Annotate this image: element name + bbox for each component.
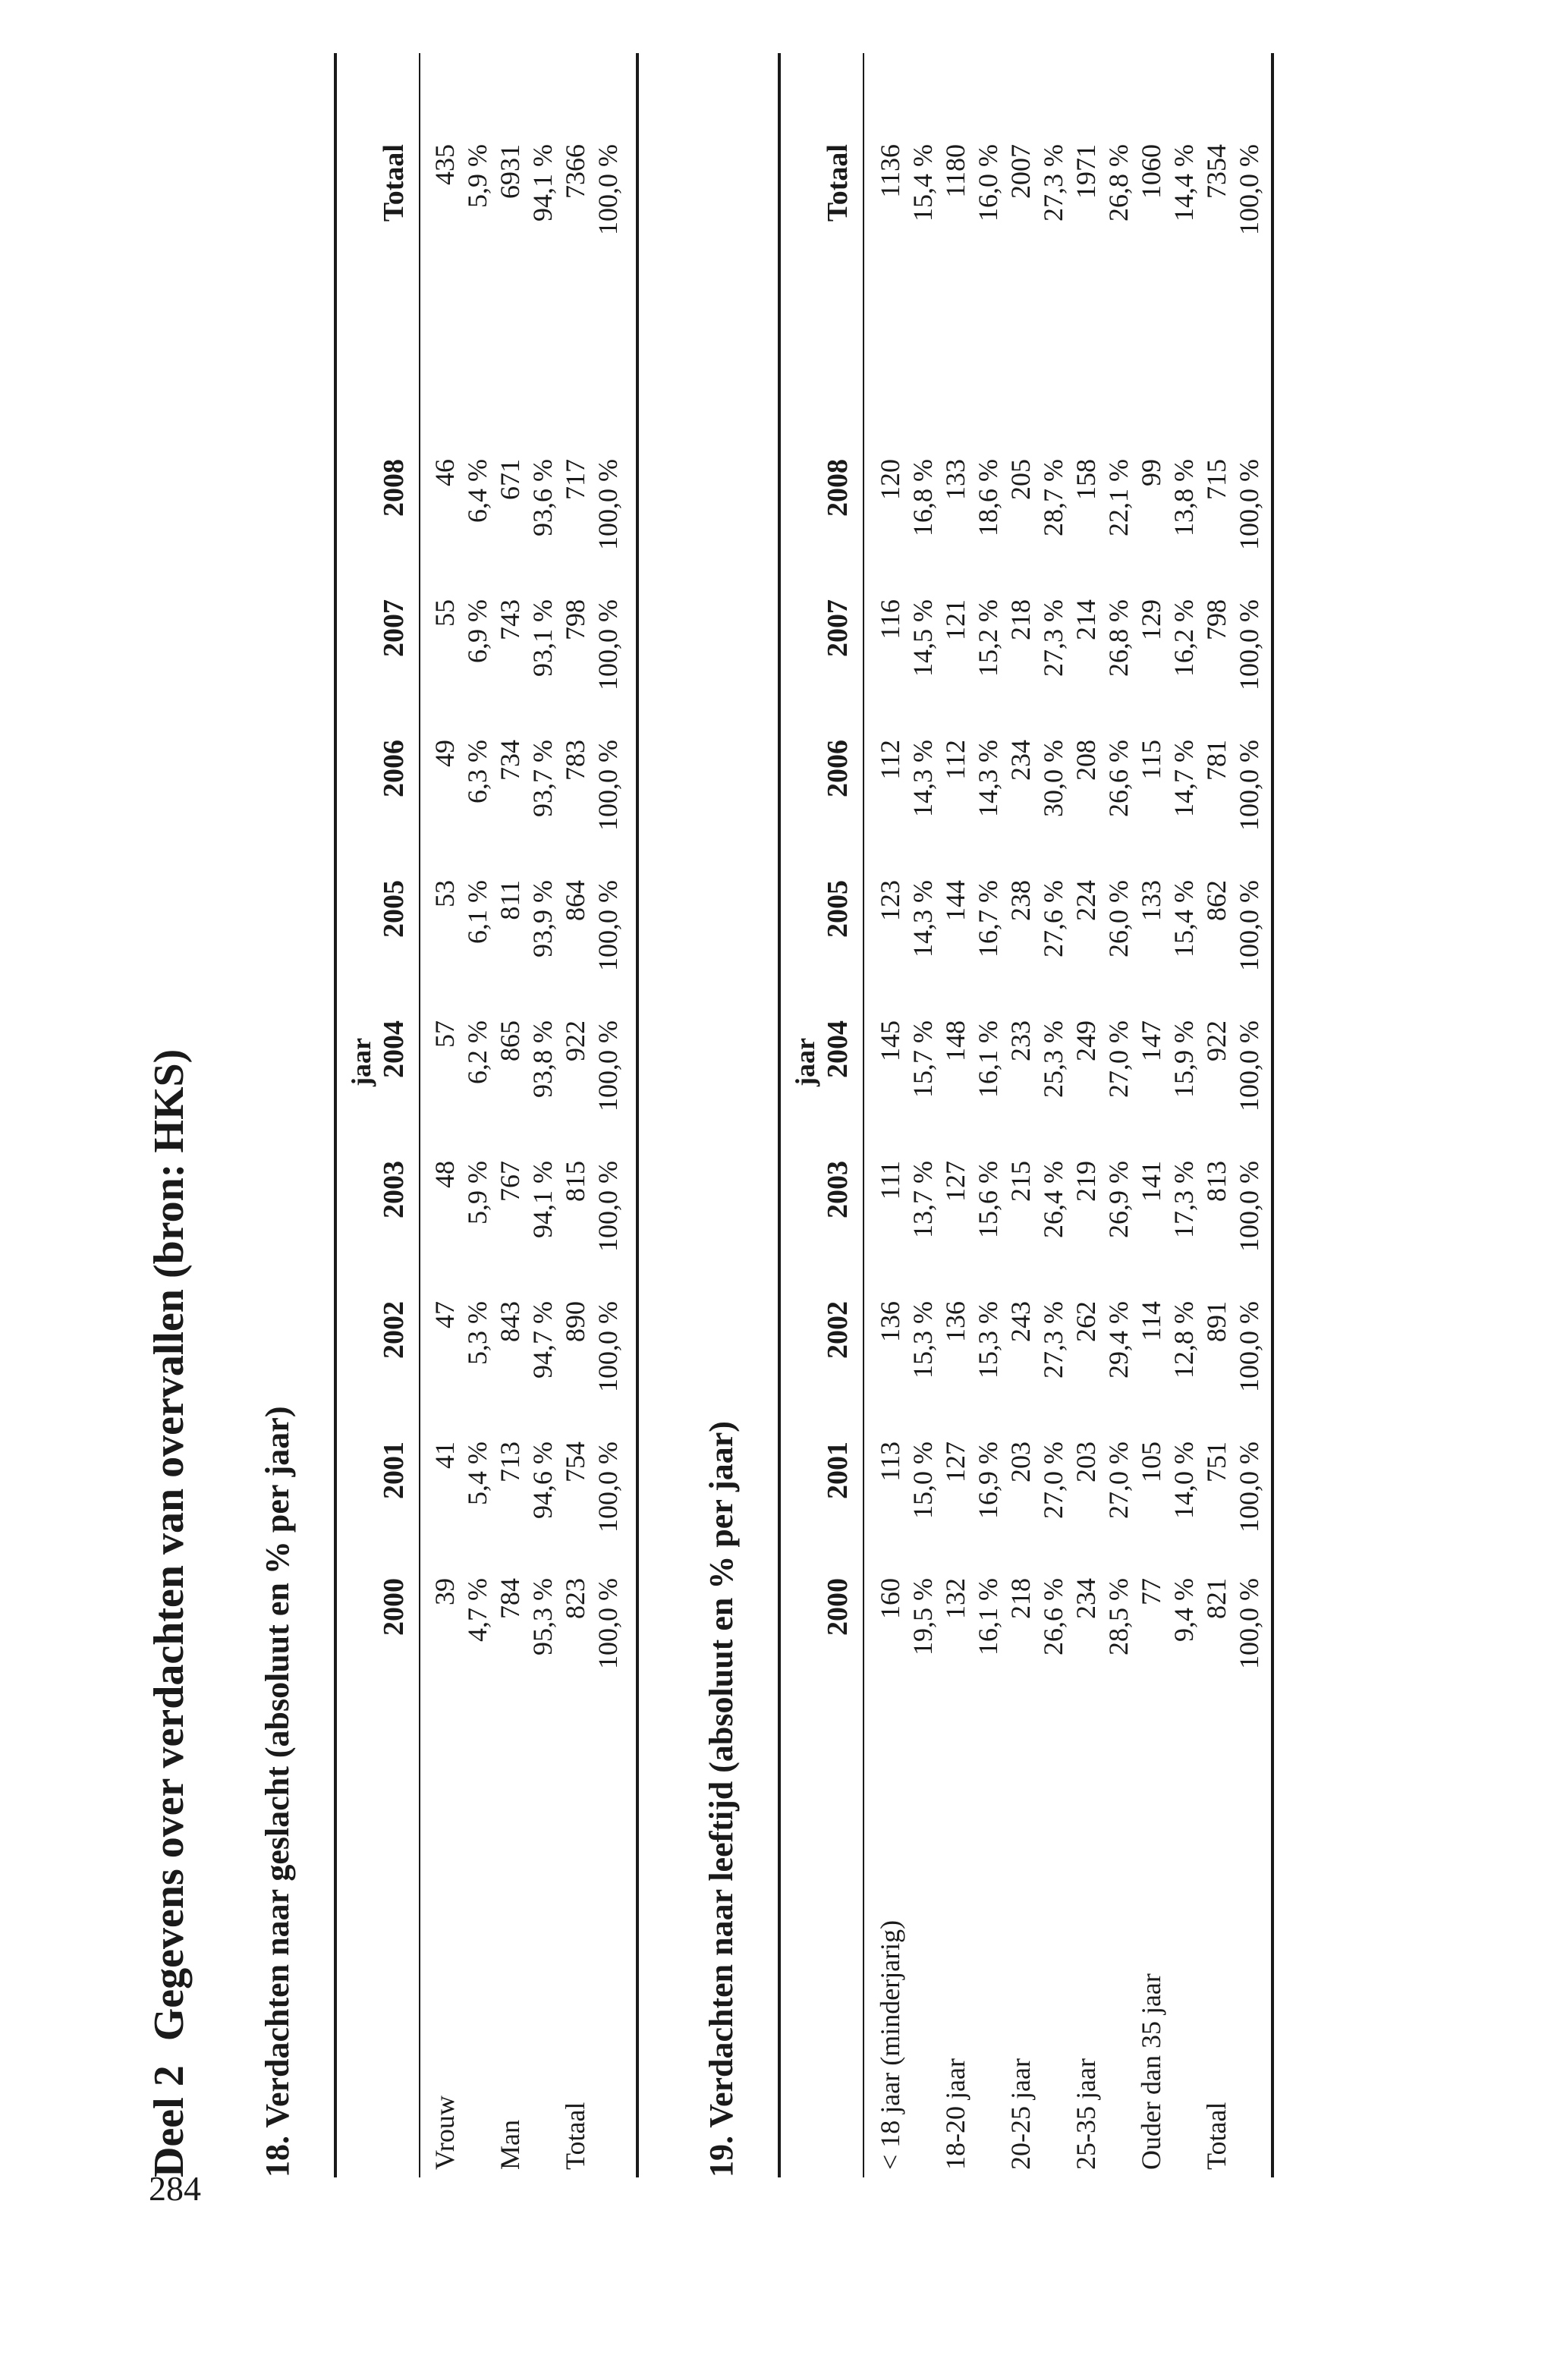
table-row [1200,53,1232,2177]
table-cell: 922 [1201,1020,1232,1061]
row-label: < 18 jaar (minderjarig) [875,1919,905,2170]
table-cell: 100,0 % [593,740,623,831]
table-cell: 133 [1136,880,1166,921]
table-19-bottom-rule [1271,53,1274,2177]
table-cell: 4,7 % [462,1578,492,1642]
table-cell: 205 [1005,459,1036,500]
table-cell: 19,5 % [908,1578,938,1655]
table-row [1005,53,1037,2177]
table-cell: 262 [1071,1301,1101,1342]
table-row [592,53,624,2177]
table-cell: 17,3 % [1169,1161,1199,1238]
table-cell: 141 [1136,1161,1166,1202]
table-cell: 132 [940,1578,970,1619]
row-label: 25-35 jaar [1071,2058,1101,2170]
table-cell: 224 [1071,880,1101,921]
table-cell: 16,7 % [973,880,1003,957]
table-cell: 783 [560,740,590,781]
table-cell: 5,9 % [462,1161,492,1225]
table-cell-total: 7354 [1201,144,1232,199]
table-19-header-row [822,53,854,2177]
row-label: 18-20 jaar [940,2058,970,2170]
table-cell: 120 [875,459,905,500]
table-cell: 99 [1136,459,1166,486]
column-header: 2007 [822,599,854,657]
table-cell: 25,3 % [1038,1020,1068,1098]
table-cell-total: 100,0 % [593,144,623,235]
table-row [559,53,591,2177]
table-18-header-rule [419,53,420,2177]
table-cell: 127 [940,1442,970,1482]
table-cell: 6,3 % [462,740,492,803]
table-cell: 233 [1005,1020,1036,1061]
column-header: 2002 [378,1301,410,1359]
table-cell: 95,3 % [527,1578,558,1655]
table-cell: 27,0 % [1103,1020,1134,1098]
table-cell: 891 [1201,1301,1232,1342]
table-cell: 865 [495,1020,525,1061]
table-row [939,53,971,2177]
table-cell: 15,2 % [973,599,1003,677]
table-18-group-header: jaar [346,1038,376,1086]
table-row [1135,53,1167,2177]
row-label: Totaal [560,2102,590,2170]
table-cell: 94,1 % [527,1161,558,1238]
table-cell: 811 [495,880,525,920]
table-18-top-rule [334,53,337,2177]
table-cell: 26,9 % [1103,1161,1134,1238]
table-row [972,53,1004,2177]
table-cell: 208 [1071,740,1101,781]
table-cell: 77 [1136,1578,1166,1605]
table-cell: 100,0 % [593,459,623,550]
table-row [1070,53,1102,2177]
table-cell: 18,6 % [973,459,1003,536]
column-header: 2001 [378,1442,410,1499]
table-cell: 112 [940,740,970,780]
part-title: Gegevens over verdachten van overvallen (bron: HKS) [146,1049,193,2042]
table-cell: 114 [1136,1301,1166,1341]
table-cell: 214 [1071,599,1101,640]
table-cell: 127 [940,1161,970,1202]
column-header: 2006 [378,740,410,797]
column-header: 2007 [378,599,410,657]
table-19-group-header: jaar [790,1038,820,1086]
column-header-total: Totaal [822,144,854,222]
table-cell: 14,3 % [908,740,938,817]
column-header: 2004 [822,1020,854,1078]
table-cell: 116 [875,599,905,640]
row-label: Man [495,2120,525,2170]
table-cell: 49 [429,740,460,767]
table-cell-total: 1971 [1071,144,1101,199]
table-cell: 48 [429,1161,460,1188]
table-cell: 144 [940,880,970,921]
table-cell: 100,0 % [1234,1578,1264,1669]
table-cell: 111 [875,1161,905,1200]
table-cell: 15,4 % [1169,880,1199,957]
table-cell: 843 [495,1301,525,1342]
table-cell: 28,5 % [1103,1578,1134,1655]
table-cell: 39 [429,1578,460,1605]
page-number: 284 [149,2169,201,2208]
table-cell: 14,7 % [1169,740,1199,817]
row-label: Vrouw [429,2095,460,2170]
table-cell: 158 [1071,459,1101,500]
table-cell: 234 [1071,1578,1101,1619]
column-header: 2003 [822,1161,854,1218]
table-cell-total: 435 [429,144,460,185]
table-cell: 14,5 % [908,599,938,677]
table-cell: 100,0 % [1234,1161,1264,1252]
table-cell: 94,6 % [527,1442,558,1519]
column-header: 2008 [822,459,854,517]
table-cell: 15,9 % [1169,1020,1199,1098]
table-cell-total: 2007 [1005,144,1036,199]
table-cell: 100,0 % [1234,740,1264,831]
column-header: 2000 [378,1578,410,1636]
table-cell: 26,6 % [1038,1578,1068,1655]
table-cell: 15,0 % [908,1442,938,1519]
table-cell: 26,4 % [1038,1161,1068,1238]
table-cell: 100,0 % [1234,1301,1264,1392]
table-row [907,53,939,2177]
table-cell: 93,9 % [527,880,558,957]
column-header: 2005 [378,880,410,938]
table-cell: 9,4 % [1169,1578,1199,1642]
table-cell: 717 [560,459,590,500]
table-18-bottom-rule [636,53,639,2177]
table-cell-total: 1180 [940,144,970,198]
table-cell: 15,7 % [908,1020,938,1098]
table-cell: 100,0 % [593,1578,623,1669]
table-cell: 821 [1201,1578,1232,1619]
table-cell-total: 26,8 % [1103,144,1134,222]
table-cell: 13,8 % [1169,459,1199,536]
part-label: Deel 2 [146,2065,193,2177]
table-cell: 145 [875,1020,905,1061]
table-cell: 100,0 % [593,1020,623,1111]
table-cell: 129 [1136,599,1166,640]
table-cell: 249 [1071,1020,1101,1061]
table-cell: 203 [1005,1442,1036,1482]
table-cell: 100,0 % [1234,1442,1264,1533]
table-row [494,53,526,2177]
table-cell: 29,4 % [1103,1301,1134,1379]
table-cell: 100,0 % [1234,459,1264,550]
table-cell: 100,0 % [593,1301,623,1392]
table-cell: 27,3 % [1038,599,1068,677]
table-cell: 136 [940,1301,970,1342]
table-cell: 148 [940,1020,970,1061]
table-cell: 243 [1005,1301,1036,1342]
table-row [1168,53,1200,2177]
table-cell: 133 [940,459,970,500]
table-row [874,53,906,2177]
table-cell: 813 [1201,1161,1232,1202]
table-cell: 754 [560,1442,590,1482]
table-cell: 112 [875,740,905,780]
table-cell: 100,0 % [1234,1020,1264,1111]
table-row [527,53,558,2177]
table-cell: 46 [429,459,460,486]
table-cell: 16,8 % [908,459,938,536]
table-cell: 27,6 % [1038,880,1068,957]
table-cell: 26,8 % [1103,599,1134,677]
table-cell: 147 [1136,1020,1166,1061]
table-cell: 93,1 % [527,599,558,677]
table-18-title: 18. Verdachten naar geslacht (absoluut en % per jaar) [259,1406,296,2177]
table-cell: 53 [429,880,460,907]
table-cell: 5,4 % [462,1442,492,1505]
table-cell: 14,3 % [973,740,1003,817]
table-cell: 798 [1201,599,1232,640]
table-cell: 671 [495,459,525,500]
row-label: Totaal [1201,2102,1232,2170]
table-cell-total: 1060 [1136,144,1166,199]
table-cell: 823 [560,1578,590,1619]
table-cell: 238 [1005,880,1036,921]
table-cell: 30,0 % [1038,740,1068,817]
table-cell: 14,0 % [1169,1442,1199,1519]
table-cell: 218 [1005,1578,1036,1619]
table-cell: 136 [875,1301,905,1342]
table-cell: 781 [1201,740,1232,781]
table-row [429,53,461,2177]
table-cell: 100,0 % [593,880,623,971]
table-cell: 27,0 % [1038,1442,1068,1519]
table-cell-total: 16,0 % [973,144,1003,222]
table-cell: 26,6 % [1103,740,1134,817]
table-cell: 6,1 % [462,880,492,944]
column-header: 2000 [822,1578,854,1636]
table-cell: 41 [429,1442,460,1469]
table-cell: 100,0 % [593,1442,623,1533]
table-cell: 862 [1201,880,1232,921]
table-cell: 57 [429,1020,460,1048]
table-cell: 13,7 % [908,1161,938,1238]
table-cell: 22,1 % [1103,459,1134,536]
table-cell-total: 5,9 % [462,144,492,208]
table-cell: 234 [1005,740,1036,781]
table-cell: 15,6 % [973,1161,1003,1238]
table-cell: 123 [875,880,905,921]
part-heading [144,1049,195,2177]
table-cell: 93,7 % [527,740,558,817]
column-header: 2006 [822,740,854,797]
table-row [1103,53,1134,2177]
table-cell: 922 [560,1020,590,1061]
table-cell: 734 [495,740,525,781]
table-cell: 16,1 % [973,1020,1003,1098]
table-cell: 218 [1005,599,1036,640]
table-cell: 115 [1136,740,1166,780]
column-header-total: Totaal [378,144,410,222]
table-cell-total: 6931 [495,144,525,199]
row-label: 20-25 jaar [1005,2058,1036,2170]
table-cell: 105 [1136,1442,1166,1482]
table-19-title: 19. Verdachten naar leeftijd (absoluut en % per jaar) [703,1421,740,2177]
table-cell: 15,3 % [973,1301,1003,1379]
table-cell: 160 [875,1578,905,1619]
column-header: 2004 [378,1020,410,1078]
table-cell: 5,3 % [462,1301,492,1365]
table-cell: 890 [560,1301,590,1342]
table-18-header-row [378,53,410,2177]
table-cell: 715 [1201,459,1232,500]
table-cell-total: 15,4 % [908,144,938,222]
table-cell: 27,0 % [1103,1442,1134,1519]
table-cell: 6,9 % [462,599,492,663]
table-cell: 219 [1071,1161,1101,1202]
table-cell-total: 100,0 % [1234,144,1264,235]
table-cell: 121 [940,599,970,640]
column-header: 2005 [822,880,854,938]
table-cell: 12,8 % [1169,1301,1199,1379]
table-cell: 113 [875,1442,905,1482]
column-header: 2002 [822,1301,854,1359]
table-cell: 6,2 % [462,1020,492,1084]
table-cell: 16,1 % [973,1578,1003,1655]
table-cell-total: 14,4 % [1169,144,1199,222]
table-cell: 14,3 % [908,880,938,957]
table-cell: 798 [560,599,590,640]
table-cell: 16,2 % [1169,599,1199,677]
table-row [461,53,493,2177]
table-cell: 100,0 % [1234,880,1264,971]
table-cell: 93,6 % [527,459,558,536]
table-cell: 743 [495,599,525,640]
table-cell: 55 [429,599,460,627]
table-cell: 26,0 % [1103,880,1134,957]
table-cell: 864 [560,880,590,921]
table-cell: 27,3 % [1038,1301,1068,1379]
table-cell-total: 1136 [875,144,905,198]
table-cell: 16,9 % [973,1442,1003,1519]
table-row [1233,53,1265,2177]
table-cell: 47 [429,1301,460,1328]
column-header: 2003 [378,1161,410,1218]
table-cell-total: 7366 [560,144,590,199]
table-cell: 100,0 % [1234,599,1264,690]
table-cell: 215 [1005,1161,1036,1202]
table-19-top-rule [778,53,781,2177]
table-cell: 28,7 % [1038,459,1068,536]
table-cell: 93,8 % [527,1020,558,1098]
table-cell: 767 [495,1161,525,1202]
column-header: 2001 [822,1442,854,1499]
table-cell: 815 [560,1161,590,1202]
table-cell: 713 [495,1442,525,1482]
table-cell: 100,0 % [593,599,623,690]
table-cell: 751 [1201,1442,1232,1482]
table-19-header-rule [863,53,864,2177]
table-cell: 94,7 % [527,1301,558,1379]
column-header: 2008 [378,459,410,517]
table-cell-total: 27,3 % [1038,144,1068,222]
table-row [1037,53,1069,2177]
table-cell: 15,3 % [908,1301,938,1379]
table-cell: 203 [1071,1442,1101,1482]
rotated-content [137,38,1351,2177]
table-cell-total: 94,1 % [527,144,558,222]
table-cell: 6,4 % [462,459,492,523]
row-label: Ouder dan 35 jaar [1136,1973,1166,2170]
table-cell: 784 [495,1578,525,1619]
table-cell: 100,0 % [593,1161,623,1252]
